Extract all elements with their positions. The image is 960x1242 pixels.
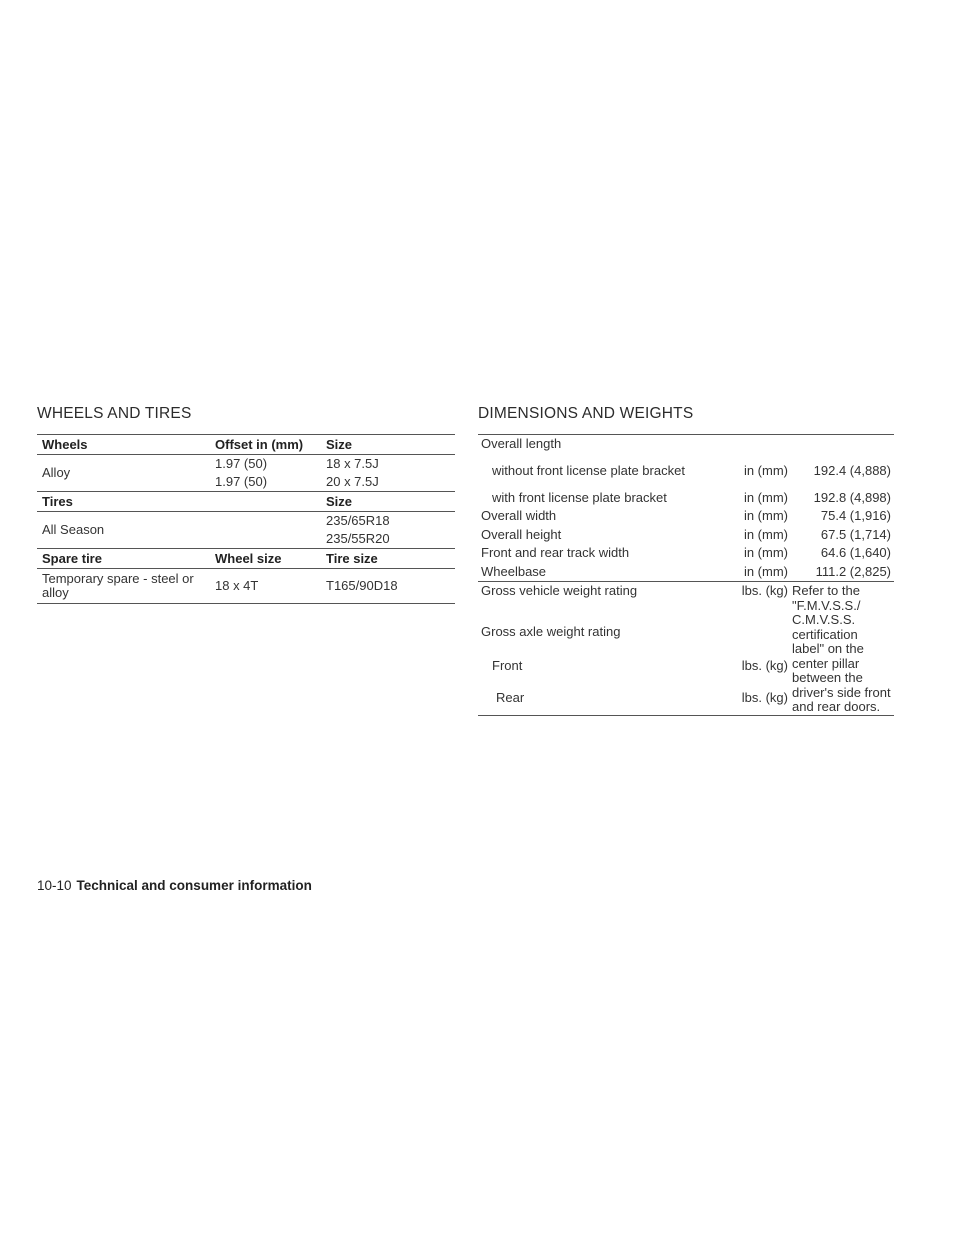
header-offset: Offset in (mm) xyxy=(215,435,326,455)
spare-type: Temporary spare - steel or alloy xyxy=(42,571,194,600)
dimension-value: 192.8 (4,898) xyxy=(813,489,891,505)
page-footer xyxy=(37,878,312,893)
page-number: 10-10 xyxy=(37,878,72,893)
tires-header-row xyxy=(37,492,455,512)
table-header-row xyxy=(37,435,455,455)
alloy-label: Alloy xyxy=(42,465,71,480)
alloy-offset: 1.97 (50) xyxy=(215,474,268,489)
table-row xyxy=(478,454,894,489)
table-row xyxy=(478,526,894,545)
table-row xyxy=(37,569,455,604)
dimension-value: 111.2 (2,825) xyxy=(815,563,891,579)
alloy-offset: 1.97 (50) xyxy=(215,456,268,471)
header-wheels: Wheels xyxy=(37,435,215,455)
rear-unit: lbs. (kg) xyxy=(741,689,788,705)
dimension-value: 75.4 (1,916) xyxy=(820,508,891,524)
rear-label: Rear xyxy=(496,689,525,705)
dimension-label: Overall width xyxy=(481,508,557,524)
table-row xyxy=(478,489,894,508)
dimension-label: Front and rear track width xyxy=(481,545,630,561)
dimension-label: Overall height xyxy=(481,526,562,542)
dimension-unit: in (mm) xyxy=(743,545,788,561)
wheels-tires-title: WHEELS AND TIRES xyxy=(37,405,192,422)
wheels-tires-table xyxy=(37,434,455,604)
dimension-value: 64.6 (1,640) xyxy=(820,545,891,561)
alloy-size: 20 x 7.5J xyxy=(326,474,379,489)
table-row xyxy=(37,512,455,531)
header-tire-size: Size xyxy=(326,492,455,512)
front-label: Front xyxy=(492,657,523,673)
dimension-unit: in (mm) xyxy=(743,563,788,579)
header-size: Size xyxy=(326,435,455,455)
spare-header-row xyxy=(37,549,455,569)
header-wheel-size: Wheel size xyxy=(215,549,326,569)
front-unit: lbs. (kg) xyxy=(741,657,788,673)
header-spare-tire-size: Tire size xyxy=(326,549,455,569)
dimension-unit: in (mm) xyxy=(743,489,788,505)
table-row xyxy=(478,435,894,454)
table-row xyxy=(37,455,455,474)
header-spare-tire: Spare tire xyxy=(37,549,215,569)
gawr-label: Gross axle weight rating xyxy=(481,623,621,639)
gvwr-unit: lbs. (kg) xyxy=(728,582,788,603)
table-row xyxy=(478,563,894,582)
section-title: Technical and consumer information xyxy=(76,878,312,893)
dimension-unit: in (mm) xyxy=(743,526,788,542)
dimensions-weights-title: DIMENSIONS AND WEIGHTS xyxy=(478,405,694,422)
dimension-unit: in (mm) xyxy=(743,508,788,524)
dimension-label: Wheelbase xyxy=(481,563,547,579)
table-row xyxy=(478,544,894,563)
dimension-value: 67.5 (1,714) xyxy=(820,526,891,542)
all-season-label: All Season xyxy=(42,522,105,537)
spare-tire-size: T165/90D18 xyxy=(326,578,398,593)
tire-size: 235/55R20 xyxy=(326,531,390,546)
dimension-label: without front license plate bracket xyxy=(492,463,685,478)
dimension-unit: in (mm) xyxy=(743,463,788,478)
tire-size: 235/65R18 xyxy=(326,513,390,528)
dimensions-weights-table xyxy=(478,434,894,716)
spare-wheel-size: 18 x 4T xyxy=(215,578,259,593)
gvwr-label: Gross vehicle weight rating xyxy=(478,582,728,603)
table-row xyxy=(478,507,894,526)
table-row xyxy=(478,582,894,603)
weight-note: Refer to the "F.M.V.S.S./ C.M.V.S.S. certification label" on the center pillar between the driver's side front and rear doors. xyxy=(788,582,894,716)
alloy-size: 18 x 7.5J xyxy=(326,456,379,471)
header-tires: Tires xyxy=(37,492,215,512)
overall-length-label: Overall length xyxy=(481,436,562,452)
dimension-label: with front license plate bracket xyxy=(492,489,667,505)
dimension-value: 192.4 (4,888) xyxy=(813,463,891,478)
